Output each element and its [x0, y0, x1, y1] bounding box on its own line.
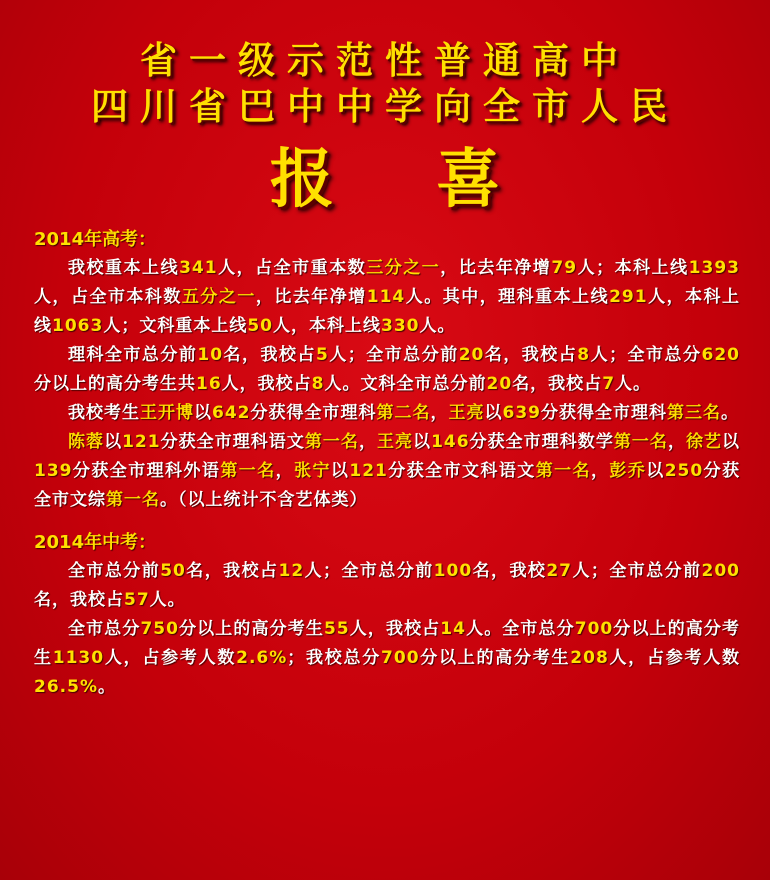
highlight-text: 250	[664, 461, 704, 481]
body-text: 名，我校占	[484, 345, 578, 365]
highlight-text: 1063	[52, 316, 104, 336]
body-text: 分获全市文科语文	[387, 461, 536, 481]
highlight-text: 8	[577, 345, 591, 365]
body-text: 人，占参考人数	[104, 648, 237, 668]
body-text: 人，占参考人数	[608, 648, 741, 668]
highlight-text: 341	[179, 258, 218, 278]
body-text: 全市总分前	[68, 561, 161, 581]
highlight-text: 三分之一	[366, 258, 441, 278]
highlight-text: 第三名	[667, 403, 721, 423]
body-text: 。	[721, 403, 739, 423]
body-text: 人；全市总分	[590, 345, 702, 365]
paragraph	[34, 254, 740, 341]
body-text: 人，占全市重本数	[217, 258, 367, 278]
highlight-text: 1130	[52, 648, 105, 668]
highlight-text: 王亮	[376, 432, 414, 452]
title-school-rank: 省一级示范性普通高中	[140, 39, 630, 82]
body-text: 人。文科全市总分前	[324, 374, 487, 394]
body-text: ，	[275, 461, 295, 481]
highlight-text: 徐艺	[685, 432, 723, 452]
body-text: 分获全市理科语文	[160, 432, 305, 452]
highlight-text: 第一名	[304, 432, 359, 452]
highlight-text: 27	[546, 561, 573, 581]
body-text: 分以上的高分考生	[178, 619, 324, 639]
body-text: 人。	[149, 590, 186, 610]
paragraph	[34, 341, 740, 399]
body-text: 名，我校占	[34, 590, 124, 610]
highlight-text: 第一名	[220, 461, 276, 481]
highlight-text: 146	[431, 432, 470, 452]
highlight-text: 12	[278, 561, 305, 581]
highlight-text: 王亮	[448, 403, 485, 423]
highlight-text: 7	[602, 374, 616, 394]
body-text: 名，我校占	[223, 345, 316, 365]
highlight-text: 55	[323, 619, 350, 639]
body-text: 人，我校占	[221, 374, 312, 394]
body-text: 理科全市总分前	[68, 345, 198, 365]
body-text: 人；全市总分前	[304, 561, 434, 581]
highlight-text: 750	[140, 619, 179, 639]
highlight-text: 16	[196, 374, 222, 394]
body-text: ，	[667, 432, 686, 452]
highlight-text: 第一名	[106, 490, 160, 510]
highlight-text: 121	[349, 461, 388, 481]
highlight-text: 陈蓉	[68, 432, 105, 452]
highlight-text: 700	[381, 648, 420, 668]
body-text: 。	[97, 677, 116, 697]
body-text: 人。全市总分	[465, 619, 575, 639]
body-text: 人，我校占	[349, 619, 441, 639]
highlight-text: 1393	[688, 258, 740, 278]
body-text: 以	[646, 461, 665, 481]
highlight-text: 200	[701, 561, 741, 581]
body-text: 分获得全市理科	[250, 403, 377, 423]
highlight-text: 五分之一	[181, 287, 256, 307]
highlight-text: 642	[212, 403, 251, 423]
paragraph	[34, 428, 740, 515]
highlight-text: 330	[381, 316, 420, 336]
highlight-text: 王开博	[140, 403, 194, 423]
body-text: ；我校总分	[287, 648, 382, 668]
body-text: ，比去年净增	[440, 258, 552, 278]
highlight-text: 10	[197, 345, 224, 365]
body-text: 分以上的高分考生共	[34, 374, 196, 394]
body-text: ，	[430, 403, 449, 423]
body-text: 分获得全市理科	[541, 403, 667, 423]
body-text: 名，我校	[472, 561, 547, 581]
highlight-text: 5	[315, 345, 329, 365]
body-text: 名，我校占	[512, 374, 603, 394]
body-text: 人。其中，理科重本上线	[405, 287, 610, 307]
body-text: 人，占全市本科数	[34, 287, 182, 307]
highlight-text: 2.6%	[236, 648, 288, 668]
highlight-text: 79	[551, 258, 578, 278]
highlight-text: 20	[458, 345, 485, 365]
body-text: ，比去年净增	[255, 287, 367, 307]
highlight-text: 639	[502, 403, 541, 423]
body-text: 分以上的高分考生	[34, 619, 741, 668]
highlight-text: 121	[122, 432, 161, 452]
body-text: ，	[590, 461, 610, 481]
highlight-text: 8	[311, 374, 325, 394]
body-text: 分以上的高分考生	[419, 648, 571, 668]
body-text: 我校考生	[68, 403, 140, 423]
body-text: 全市总分	[68, 619, 141, 639]
section-zhongkao	[34, 529, 740, 702]
body-text: 分获全市文综	[34, 461, 741, 510]
highlight-text: 100	[433, 561, 473, 581]
body-text: ，	[358, 432, 377, 452]
body-text: 人。	[615, 374, 652, 394]
highlight-text: 20	[486, 374, 513, 394]
highlight-text: 14	[440, 619, 466, 639]
body-text: 我校重本上线	[68, 258, 180, 278]
body-text: 人；全市总分前	[572, 561, 702, 581]
body-text: 分获全市理科外语	[72, 461, 221, 481]
highlight-text: 26.5%	[34, 677, 98, 697]
body-text: 以	[330, 461, 350, 481]
section-heading: 2014年高考：	[34, 229, 157, 250]
body-text: 人。	[419, 316, 456, 336]
highlight-text: 139	[34, 461, 73, 481]
body-text: 人；文科重本上线	[103, 316, 248, 336]
body-text: 以	[104, 432, 123, 452]
highlight-text: 彭乔	[609, 461, 647, 481]
title-good-news: 报 喜	[269, 142, 501, 217]
highlight-text: 第一名	[613, 432, 668, 452]
body-text: 以	[722, 432, 741, 452]
highlight-text: 700	[574, 619, 614, 639]
paragraph	[34, 399, 740, 428]
highlight-text: 620	[701, 345, 740, 365]
body-text: 人；本科上线	[577, 258, 689, 278]
highlight-text: 57	[124, 590, 150, 610]
body-text: 分获全市理科数学	[469, 432, 614, 452]
body-text: 名，我校占	[185, 561, 279, 581]
highlight-text: 114	[366, 287, 406, 307]
poster-header	[0, 38, 770, 216]
section-gaokao	[34, 226, 740, 515]
highlight-text: 张宁	[294, 461, 331, 481]
body-text: 。（以上统计不含艺体类）	[160, 490, 368, 510]
section-heading: 2014年中考：	[34, 532, 157, 553]
highlight-text: 291	[609, 287, 648, 307]
highlight-text: 208	[570, 648, 609, 668]
body-text: 以	[484, 403, 503, 423]
body-text: 人，本科上线	[273, 316, 381, 336]
paragraph	[34, 615, 740, 702]
highlight-text: 50	[247, 316, 273, 336]
highlight-text: 第一名	[535, 461, 591, 481]
poster-body	[34, 226, 740, 702]
highlight-text: 第二名	[376, 403, 431, 423]
body-text: 以	[413, 432, 432, 452]
body-text: 人；全市总分前	[328, 345, 459, 365]
highlight-text: 50	[160, 561, 186, 581]
paragraph	[34, 557, 740, 615]
body-text: 人，本科上线	[34, 287, 741, 336]
section-gap	[34, 515, 740, 529]
body-text: 以	[194, 403, 212, 423]
title-school-name: 四川省巴中中学向全市人民	[91, 85, 679, 128]
